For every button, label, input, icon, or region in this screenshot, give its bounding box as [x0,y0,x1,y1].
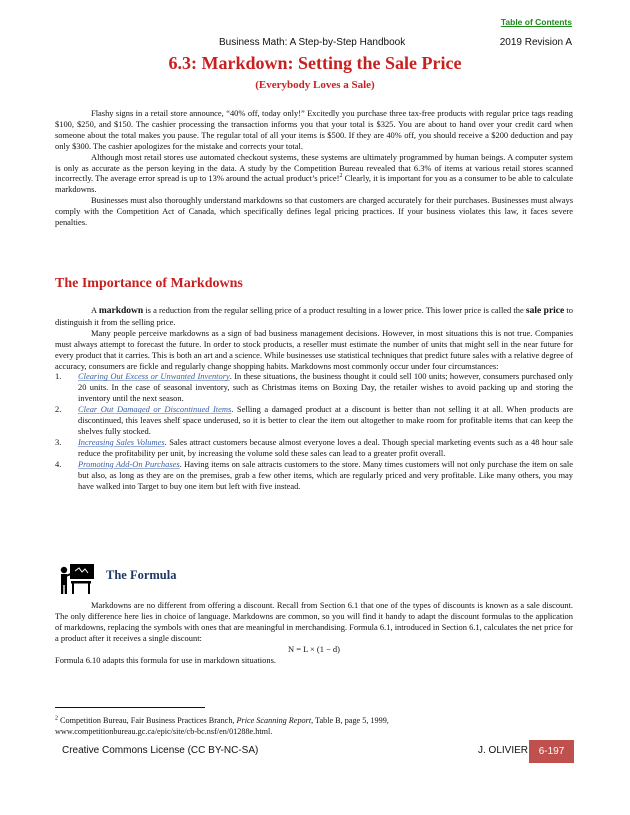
header-book-title: Business Math: A Step-by-Step Handbook [219,37,406,48]
formula-heading: The Formula [106,568,177,582]
section-subtitle: (Everybody Loves a Sale) [255,79,375,91]
footer-author: J. OLIVIER [478,745,529,756]
intro-paragraph-1: Flashy signs in a retail store announce, “40% off, today only!” Excitedly you purchase three tax-free products with regular price tags reading $100, $250, and $150. The cashier processing the transaction informs you that your total is $325. You are about to hand over your credit card when someone about the total makes you pause. The regular total of all your items is $500. If they are 40% off, you should receive a $200 deduction and pay only $300. The cashier apologizes for the mistake and corrects your total. [55,108,573,151]
footnote-ref[interactable]: 2 [339,173,343,180]
markdown-definition: A markdown is a reduction from the regular selling price of a product resulting in a lower price. This lower price is called the sale price to distinguish it from the selling price. [55,305,573,327]
term-sale-price: sale price [525,306,565,316]
intro-text [55,108,573,228]
importance-heading: The Importance of Markdowns [55,276,243,291]
footer-license: Creative Commons License (CC BY-NC-SA) [62,745,259,756]
section-title: 6.3: Markdown: Setting the Sale Price [168,53,462,73]
page-number-badge: 6-197 [529,740,574,763]
circumstance-link[interactable]: Promoting Add-On Purchases [78,458,180,469]
formula-paragraph-2: Formula 6.10 adapts this formula for use in markdown situations. [55,654,276,665]
intro-paragraph-3: Businesses must also thoroughly understand markdowns so that customers are charged accurately for their purchases. Businesses must always comply with the Competition Act of Canada, which specifically defines legal pricing practices. If your business violates this law, it faces severe penalties. [55,195,573,228]
circumstances-list [55,371,573,491]
list-item: 3. Increasing Sales Volumes. Sales attract customers because almost everyone loves a deal. Though special marketing events such as a 48 hour sale reduce the profitability per unit, by increasing the volume sold these sales can lead to a greater profit overall. [55,436,573,458]
list-item: 1. Clearing Out Excess or Unwanted Inventory. In these situations, the business thought it could sell 100 units; however, consumers purchased only 20 units. In the case of seasonal inventory, such as Christmas items on Boxing Day, the retailer wishes to avoid packing up and storing the inventory until the next season. [55,371,573,404]
circumstance-link[interactable]: Clear Out Damaged or Discontinued Items [78,404,232,415]
footnote-divider [55,707,205,708]
footnote: $^2$ Competition Bureau, Fair Business Practices Branch, Price Scanning Report, Table B, page 5, 1999, www.competitionbureau.gc.ca/epic/site/cb-bc.nsf/en/01288e.html. [55,715,389,736]
net-price-formula: N = L × (1 − d) [288,643,340,654]
intro-paragraph-2: Although most retail stores use automated checkout systems, these systems are ultimately programmed by human beings. A computer system is only as accurate as the person keying in the data. A study by the Competition Bureau revealed that 6.3% of items at various retail stores scanned incorrectly. The average error spread is up to 13% around the actual product’s price!$^2$ Clearly, it is important for you as a consumer to be able to calculate markdowns. [55,151,573,195]
list-item: 4. Promoting Add-On Purchases. Having items on sale attracts customers to the store. Many times customers will not only purchase the item on sale but also, as long as they are on the premises, grab a few other items, which are regularly priced and very profitable. Like many others, you may have walked into Target to buy one item but left with five instead. [55,458,573,491]
formula-text [55,600,573,665]
term-markdown: markdown [98,306,144,316]
formula-paragraph-1: Markdowns are no different from offering a discount. Recall from Section 6.1 that one of the types of discounts is known as a sale discount. The only difference here lies in choice of language. Markdowns are common, so you will find it handy to adapt the discount formulas to the application of markdowns, replacing the symbols with ones that are meaningful in merchandising. Formula 6.1, introduced in Section 6.1, calculates the net price for a product after it receives a single discount: [55,600,573,643]
circumstance-link[interactable]: Clearing Out Excess or Unwanted Inventory [78,371,230,382]
importance-paragraph-2: Many people perceive markdowns as a sign of bad business management decisions. However, in most situations this is not true. Companies must always attempt to forecast the future. In order to stock products, a reseller must estimate the number of units that might sell in the near future for every product that it carries. This is both an art and a science. While businesses use statistical techniques that predict future sales with a relative degree of accuracy, consumers are fickle and regularly change shopping habits. Markdowns most commonly occur under four circumstances: [55,327,573,371]
table-of-contents-link[interactable]: Table of Contents [500,17,572,27]
footnote-url-link[interactable]: www.competitionbureau.gc.ca/epic/site/cb-bc.nsf/en/01288e.html. [55,727,273,736]
teacher-at-board-icon [57,563,95,595]
header-revision: 2019 Revision A [499,37,572,48]
circumstance-link[interactable]: Increasing Sales Volumes [78,436,165,447]
importance-text [55,305,573,491]
list-item: 2. Clear Out Damaged or Discontinued Items. Selling a damaged product at a discount is better than not selling it at all. When products are discontinued, this leaves shelf space underused, so it is better to clear the item out altogether to make room for profitable items that can keep the shelves fully stocked. [55,404,573,436]
